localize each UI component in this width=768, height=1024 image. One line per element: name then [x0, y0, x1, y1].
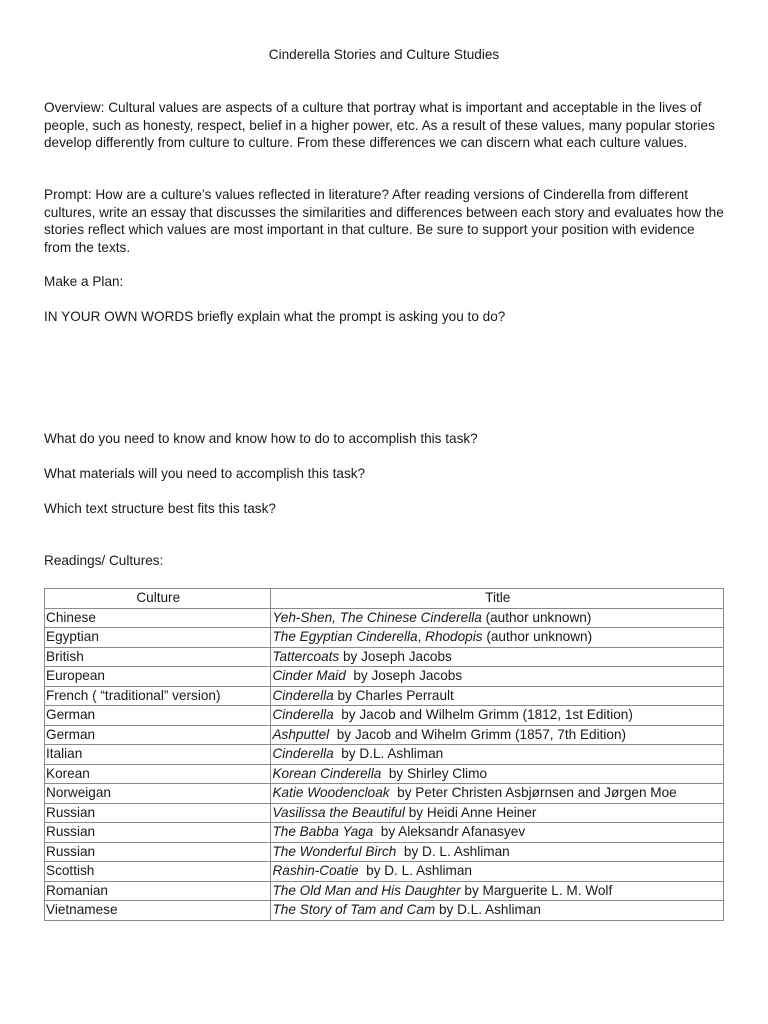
- table-row: [45, 803, 724, 823]
- question-materials: What materials will you need to accomplish this task?: [44, 466, 366, 481]
- story-title: Cinder Maid: [272, 668, 346, 684]
- title-cell: [271, 667, 724, 687]
- culture-cell: German: [45, 725, 271, 745]
- table-row: [45, 901, 724, 921]
- story-title: The Wonderful Birch: [272, 843, 397, 859]
- table-row: [45, 764, 724, 784]
- table-row: [45, 628, 724, 648]
- make-a-plan-heading: Make a Plan:: [44, 274, 124, 289]
- story-author: by Marguerite L. M. Wolf: [460, 882, 613, 898]
- story-author: (author unknown): [481, 609, 592, 625]
- question-know: What do you need to know and know how to do to accomplish this task?: [44, 431, 478, 446]
- table-row: [45, 881, 724, 901]
- table-row: [45, 725, 724, 745]
- story-title: The Story of Tam and Cam: [272, 902, 436, 918]
- story-title: Tattercoats: [272, 648, 340, 664]
- readings-table: [44, 588, 724, 921]
- table-header-row: [45, 589, 724, 609]
- culture-cell: Romanian: [45, 881, 271, 901]
- culture-cell: Scottish: [45, 862, 271, 882]
- story-author: by D. L. Ashliman: [358, 863, 472, 879]
- readings-table-body: [45, 608, 724, 920]
- story-title: The Babba Yaga: [272, 824, 374, 840]
- culture-cell: Chinese: [45, 608, 271, 628]
- culture-cell: European: [45, 667, 271, 687]
- story-title-alt: , Rhodopis: [417, 629, 483, 645]
- title-cell: [271, 842, 724, 862]
- story-author: by Charles Perrault: [333, 687, 454, 703]
- story-title: Cinderella: [272, 746, 334, 762]
- culture-cell: Russian: [45, 842, 271, 862]
- readings-label: Readings/ Cultures:: [44, 553, 164, 568]
- title-cell: [271, 803, 724, 823]
- title-cell: [271, 784, 724, 804]
- title-cell: [271, 647, 724, 667]
- story-author: by Jacob and Wihelm Grimm (1857, 7th Edition): [329, 726, 627, 742]
- story-author: by D.L. Ashliman: [333, 746, 444, 762]
- column-header-culture: Culture: [45, 589, 271, 609]
- title-cell: [271, 901, 724, 921]
- title-cell: [271, 764, 724, 784]
- title-cell: [271, 823, 724, 843]
- prompt-paragraph: Prompt: How are a culture’s values reflected in literature? After reading versions of Cinderella from different cultures, write an essay that discusses the similarities and differences between each story and evaluates how the stories reflect which values are most important in that culture. Be sure to support your position with evidence from the texts.: [44, 187, 724, 255]
- story-title: Ashputtel: [272, 726, 330, 742]
- story-title: Katie Woodencloak: [272, 785, 390, 801]
- story-author: by Joseph Jacobs: [345, 668, 463, 684]
- own-words-question: IN YOUR OWN WORDS briefly explain what the prompt is asking you to do?: [44, 309, 506, 324]
- question-structure: Which text structure best fits this task?: [44, 501, 276, 516]
- document-title: Cinderella Stories and Culture Studies: [268, 47, 500, 62]
- story-title: The Egyptian Cinderella: [272, 629, 418, 645]
- culture-cell: French ( “traditional” version): [45, 686, 271, 706]
- title-cell: [271, 686, 724, 706]
- title-cell: [271, 628, 724, 648]
- story-author: by Jacob and Wilhelm Grimm (1812, 1st Edition): [333, 707, 633, 723]
- story-title: Rashin-Coatie: [272, 863, 359, 879]
- table-row: [45, 842, 724, 862]
- column-header-title: Title: [271, 589, 724, 609]
- story-author: by D.L. Ashliman: [435, 902, 541, 918]
- story-title: Cinderella: [272, 687, 334, 703]
- table-row: [45, 862, 724, 882]
- story-title: Cinderella: [272, 707, 334, 723]
- story-author: by Joseph Jacobs: [339, 648, 452, 664]
- story-author: by Shirley Climo: [381, 765, 488, 781]
- culture-cell: Korean: [45, 764, 271, 784]
- story-author: by Aleksandr Afanasyev: [373, 824, 526, 840]
- culture-cell: Russian: [45, 823, 271, 843]
- culture-cell: Egyptian: [45, 628, 271, 648]
- table-row: [45, 706, 724, 726]
- culture-cell: German: [45, 706, 271, 726]
- table-row: [45, 608, 724, 628]
- table-row: [45, 686, 724, 706]
- culture-cell: Vietnamese: [45, 901, 271, 921]
- culture-cell: Russian: [45, 803, 271, 823]
- title-cell: [271, 725, 724, 745]
- culture-cell: Italian: [45, 745, 271, 765]
- story-author: by Heidi Anne Heiner: [404, 804, 537, 820]
- culture-cell: Norweigan: [45, 784, 271, 804]
- overview-paragraph: Overview: Cultural values are aspects of a culture that portray what is important and acceptable in the lives of people, such as honesty, respect, belief in a higher power, etc. As a result of these values, many popular stories develop differently from culture to culture. From these differences we can discern what each culture values.: [44, 100, 715, 150]
- title-cell: [271, 881, 724, 901]
- story-author: by D. L. Ashliman: [396, 843, 510, 859]
- table-row: [45, 647, 724, 667]
- story-title: Korean Cinderella: [272, 765, 382, 781]
- table-row: [45, 667, 724, 687]
- story-title: Yeh-Shen, The Chinese Cinderella: [272, 609, 482, 625]
- title-cell: [271, 706, 724, 726]
- title-cell: [271, 608, 724, 628]
- story-author: by Peter Christen Asbjørnsen and Jørgen Moe: [389, 785, 677, 801]
- culture-cell: British: [45, 647, 271, 667]
- table-row: [45, 784, 724, 804]
- title-cell: [271, 862, 724, 882]
- story-title: Vasilissa the Beautiful: [272, 804, 405, 820]
- story-title: The Old Man and His Daughter: [272, 882, 461, 898]
- story-author: (author unknown): [482, 629, 593, 645]
- table-row: [45, 823, 724, 843]
- table-row: [45, 745, 724, 765]
- title-cell: [271, 745, 724, 765]
